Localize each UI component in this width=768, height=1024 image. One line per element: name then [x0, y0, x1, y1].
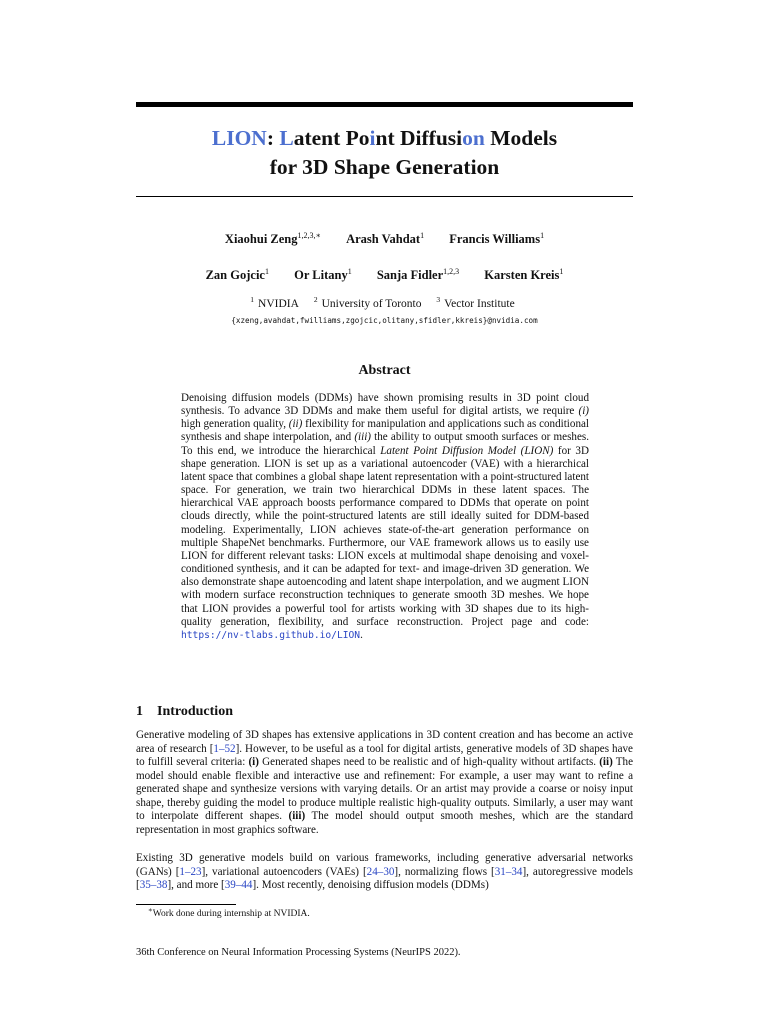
author-name: Karsten Kreis — [484, 268, 560, 283]
author-affil-sup: 1 — [540, 231, 545, 240]
author — [377, 267, 459, 283]
title-text: nt Diffusi — [375, 126, 463, 150]
abstract-italic: Latent Point Diffusion Model (LION) — [380, 444, 554, 457]
title-acronym: LION — [211, 126, 267, 150]
author-affil-sup: 1,2,3,∗ — [297, 231, 321, 240]
abstract-heading: Abstract — [358, 363, 411, 378]
body-text: The model should enable flexible and interactive use and refinement: For example, a user may want to refine a generated shape and synthesize versions with varying details. Or an artist may provide a coarse or noisy input shape, thereby guiding the model to produce multiple realistic high-quality outputs. Similarly, a user may want to interpolate different shapes. — [136, 756, 633, 823]
citation-link[interactable]: 1–23 — [179, 865, 202, 878]
body-text: Generated shapes need to be realistic and of high-quality without artifacts. — [258, 756, 600, 769]
title-text: atent Po — [293, 126, 370, 150]
body-text: The model should output smooth meshes, which are the standard representation in most graphics software. — [136, 810, 634, 836]
citation-link[interactable]: 31–34 — [494, 865, 523, 878]
authors-row-2 — [136, 267, 633, 283]
author — [225, 231, 321, 247]
body-text: Generative modeling of 3D shapes has extensive applications in 3D content creation and has become an active area of research [ — [136, 729, 633, 755]
affiliation — [250, 295, 303, 310]
affiliation-name: Vector Institute — [444, 297, 515, 310]
affiliation — [313, 295, 426, 310]
title-highlight: on — [462, 126, 485, 150]
body-text: ], autoregressive models [ — [136, 865, 633, 892]
affiliation-sup: 1 — [250, 295, 255, 304]
body-text: ], variational autoencoders (VAEs) [ — [201, 865, 367, 878]
abstract-body — [181, 392, 589, 642]
author — [346, 231, 424, 247]
author-affil-sup: 1 — [264, 267, 269, 276]
abstract-italic: (iii) — [354, 431, 371, 444]
body-text: Existing 3D generative models build on various frameworks, including generative adversarial networks (GANs) [ — [136, 852, 633, 878]
abstract-text: flexibility for manipulation and applications such as conditional synthesis and shape interpolation, and — [181, 418, 589, 444]
footnote-rule — [136, 904, 236, 905]
body-text: ], normalizing flows [ — [394, 865, 495, 878]
author-affil-sup: 1 — [420, 231, 425, 240]
affiliation-name: University of Toronto — [321, 297, 422, 310]
citation-link[interactable]: 24–30 — [366, 865, 395, 878]
paper-title — [136, 124, 633, 182]
author-name: Arash Vahdat — [346, 232, 421, 247]
footnote-text: Work done during internship at NVIDIA. — [152, 909, 310, 920]
body-text: ], and more [ — [167, 879, 225, 892]
affiliation — [436, 295, 518, 310]
author-emails: {xzeng,avahdat,fwilliams,zgojcic,olitany,sfidler,kkreis}@nvidia.com — [231, 316, 538, 325]
author-affil-sup: 1 — [347, 267, 352, 276]
author-name: Francis Williams — [449, 232, 541, 247]
citation-link[interactable]: 1–52 — [213, 742, 236, 755]
top-rule — [136, 102, 633, 107]
citation-link[interactable]: 39–44 — [224, 879, 253, 892]
author — [294, 267, 352, 283]
author-name: Zan Gojcic — [205, 268, 265, 283]
section-heading — [136, 704, 233, 720]
title-rule — [136, 196, 633, 197]
title-highlight: i — [369, 126, 376, 150]
affiliations — [136, 295, 633, 310]
author-name: Or Litany — [294, 268, 348, 283]
title-highlight: L — [279, 126, 294, 150]
abstract-text: . — [360, 628, 363, 641]
venue-line: 36th Conference on Neural Information Processing Systems (NeurIPS 2022). — [136, 947, 461, 958]
author-name: Xiaohui Zeng — [224, 232, 298, 247]
body-text: ]. However, to be useful as a tool for digital artists, generative models of 3D shapes have to fulfill several criteria: — [136, 742, 633, 769]
project-link[interactable]: https://nv-tlabs.github.io/LION — [181, 629, 361, 641]
affiliation-sup: 2 — [313, 295, 318, 304]
title-line-2: for 3D Shape Generation — [269, 155, 500, 179]
abstract-text: high generation quality, — [181, 418, 289, 431]
author — [206, 267, 269, 283]
author-affil-sup: 1 — [559, 267, 564, 276]
section-title: Introduction — [157, 704, 233, 719]
author — [484, 267, 563, 283]
abstract-italic: (ii) — [288, 418, 303, 431]
intro-paragraph-2 — [136, 852, 633, 893]
abstract-text: the ability to output smooth surfaces or meshes. To this end, we introduce the hierarchical — [181, 431, 589, 457]
abstract-text: for 3D shape generation. LION is set up as a variational autoencoder (VAE) with a hierarchical latent space that combines a global shape latent representation with a point-structured latent space. For generation, we train two hierarchical DDMs in these latent spaces. The hierarchical VAE approach boosts performance compared to DDMs that operate on point clouds directly, while the point-structured latents are still ideally suited for DDM-based modeling. Experimentally, LION achieves state-of-the-art generation performance on multiple ShapeNet benchmarks. Furthermore, our VAE framework allows us to easily use LION for different relevant tasks: LION excels at multimodal shape denoising and voxel-conditioned synthesis, and it can be adapted for text- and image-driven 3D generation. We also demonstrate shape autoencoding and latent shape interpolation, and we augment LION with modern surface reconstruction techniques to generate smooth 3D meshes. We hope that LION provides a powerful tool for artists working with 3D shapes due to its high-quality generation, flexibility, and surface reconstruction. Project page and code: — [181, 444, 589, 628]
author-name: Sanja Fidler — [376, 268, 444, 283]
section-number: 1 — [136, 704, 143, 719]
abstract-text: Denoising diffusion models (DDMs) have shown promising results in 3D point cloud synthesis. To advance 3D DDMs and make them useful for digital artists, we require — [181, 392, 589, 418]
title-line-1 — [136, 124, 633, 153]
citation-link[interactable]: 35–38 — [139, 879, 168, 892]
abstract-italic: (i) — [578, 405, 589, 418]
authors-row-1 — [136, 231, 633, 247]
author — [449, 231, 544, 247]
author-affil-sup: 1,2,3 — [443, 267, 460, 276]
footnote-mark: ∗ — [148, 906, 153, 914]
affiliation-sup: 3 — [436, 295, 441, 304]
intro-paragraph-1 — [136, 729, 633, 837]
footnote — [148, 906, 310, 919]
body-bold: (ii) — [599, 756, 613, 769]
body-bold: (i) — [248, 756, 259, 769]
title-text: : — [266, 126, 280, 150]
body-text: ]. Most recently, denoising diffusion models (DDMs) — [252, 879, 489, 892]
body-bold: (iii) — [288, 810, 306, 823]
affiliation-name: NVIDIA — [258, 297, 299, 310]
title-text: Models — [484, 126, 558, 150]
